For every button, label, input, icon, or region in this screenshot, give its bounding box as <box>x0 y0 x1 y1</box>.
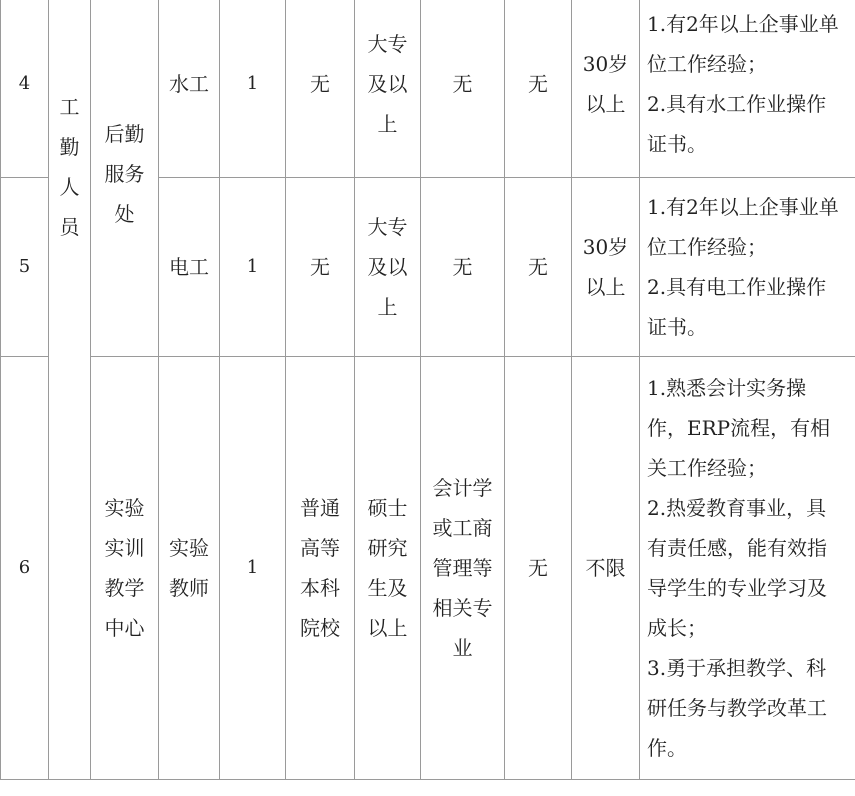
department-cell <box>91 0 159 357</box>
school-cell: 无 <box>286 178 355 357</box>
department-label: 后勤 服务 处 <box>104 121 145 226</box>
count-cell: 1 <box>220 0 286 178</box>
table-row <box>1 357 855 780</box>
title-cell: 无 <box>505 0 572 178</box>
age-cell: 30岁 以上 <box>572 178 640 357</box>
education-cell: 大专 及以 上 <box>355 178 421 357</box>
table-row <box>1 0 855 178</box>
position-cell: 实验 教师 <box>159 357 220 780</box>
major-cell: 会计学 或工商 管理等 相关专 业 <box>421 357 505 780</box>
age-cell: 30岁 以上 <box>572 0 640 178</box>
department-label: 实验 实训 教学 中心 <box>104 496 145 640</box>
category-label: 工勤人员 <box>59 95 80 239</box>
position-cell: 电工 <box>159 178 220 357</box>
row-number: 5 <box>1 178 49 357</box>
age-cell: 不限 <box>572 357 640 780</box>
education-cell: 硕士 研究 生及 以上 <box>355 357 421 780</box>
title-cell: 无 <box>505 357 572 780</box>
department-cell <box>91 357 159 780</box>
title-cell: 无 <box>505 178 572 357</box>
school-cell: 普通 高等 本科 院校 <box>286 357 355 780</box>
major-cell: 无 <box>421 178 505 357</box>
requirements-cell: 1.有2年以上企事业单 位工作经验； 2.具有电工作业操作 证书。 <box>640 178 855 357</box>
category-cell <box>49 0 91 780</box>
requirements-cell: 1.有2年以上企事业单 位工作经验； 2.具有水工作业操作 证书。 <box>640 0 855 178</box>
requirements-cell: 1.熟悉会计实务操 作，ERP流程，有相 关工作经验； 2.热爱教育事业，具 有责任感，能有效指 导学生的专业学习及 成长； 3.勇于承担教学、科 研任务与教学改革工 作。 <box>640 357 855 780</box>
row-number: 6 <box>1 357 49 780</box>
count-cell: 1 <box>220 178 286 357</box>
position-cell: 水工 <box>159 0 220 178</box>
row-number: 4 <box>1 0 49 178</box>
major-cell: 无 <box>421 0 505 178</box>
education-cell: 大专 及以 上 <box>355 0 421 178</box>
count-cell: 1 <box>220 357 286 780</box>
school-cell: 无 <box>286 0 355 178</box>
